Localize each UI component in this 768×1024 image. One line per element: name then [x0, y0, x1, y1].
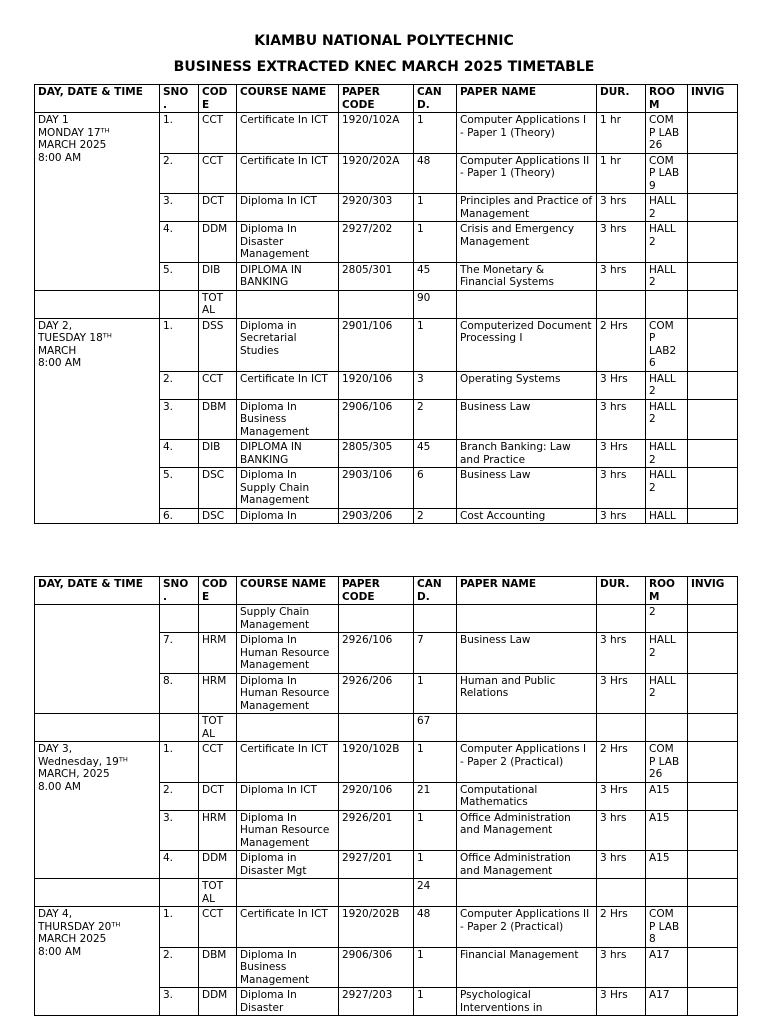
total-label: TOT AL	[199, 714, 237, 742]
header-row	[35, 577, 738, 605]
total-course-cell	[237, 714, 339, 742]
duration-cell: 3 hrs	[597, 468, 646, 509]
header-row	[35, 85, 738, 113]
timetable-title: BUSINESS EXTRACTED KNEC MARCH 2025 TIMETABLE	[173, 59, 595, 75]
code-cell: DDM	[199, 222, 237, 263]
code-cell	[199, 605, 237, 633]
candidates-cell: 7	[414, 633, 457, 674]
invigilator-cell	[688, 371, 738, 399]
total-sno-cell	[160, 290, 199, 318]
day-date-time-cell: DAY 3, Wednesday, 19ᵀᴴ MARCH, 2025 8.00 AM	[35, 742, 160, 879]
timetable-table-page-1	[34, 84, 738, 524]
sno-cell: 7.	[160, 633, 199, 674]
invigilator-cell	[688, 947, 738, 988]
course-name-cell: Diploma in Disaster Mgt	[237, 851, 339, 879]
course-name-cell: DIPLOMA IN BANKING	[237, 440, 339, 468]
room-cell: A17	[646, 988, 688, 1016]
candidates-cell: 6	[414, 468, 457, 509]
sno-cell: 5.	[160, 262, 199, 290]
total-row	[35, 714, 738, 742]
paper-name-cell: Office Administration and Management	[457, 851, 597, 879]
paper-name-cell: Computerized Document Processing I	[457, 318, 597, 371]
invigilator-cell	[688, 851, 738, 879]
sno-cell: 5.	[160, 468, 199, 509]
duration-cell: 3 hrs	[597, 399, 646, 440]
code-cell: DBM	[199, 399, 237, 440]
total-paper-code-cell	[339, 714, 414, 742]
sno-cell: 1.	[160, 318, 199, 371]
total-empty-cell	[457, 290, 597, 318]
header-code: COD E	[199, 85, 237, 113]
room-cell: A15	[646, 810, 688, 851]
code-cell: HRM	[199, 673, 237, 714]
duration-cell: 3 Hrs	[597, 782, 646, 810]
candidates-cell: 1	[414, 194, 457, 222]
total-empty-cell	[597, 290, 646, 318]
paper-code-cell: 2927/201	[339, 851, 414, 879]
paper-code-cell: 2927/202	[339, 222, 414, 263]
room-cell: HALL 2	[646, 371, 688, 399]
total-empty-cell	[597, 714, 646, 742]
course-name-cell: Diploma In Disaster	[237, 988, 339, 1016]
duration-cell: 2 Hrs	[597, 742, 646, 783]
sno-cell: 4.	[160, 851, 199, 879]
invigilator-cell	[688, 508, 738, 524]
paper-code-cell: 2903/106	[339, 468, 414, 509]
invigilator-cell	[688, 810, 738, 851]
total-day-cell	[35, 879, 160, 907]
paper-code-cell: 2926/106	[339, 633, 414, 674]
header-candidates: CAN D.	[414, 577, 457, 605]
header-invigilator: INVIG	[688, 85, 738, 113]
sno-cell: 3.	[160, 194, 199, 222]
table-row	[35, 742, 738, 783]
invigilator-cell	[688, 399, 738, 440]
paper-code-cell	[339, 605, 414, 633]
code-cell: DIB	[199, 262, 237, 290]
course-name-cell: Certificate In ICT	[237, 742, 339, 783]
duration-cell: 1 hr	[597, 113, 646, 154]
room-cell: HALL 2	[646, 194, 688, 222]
room-cell: A17	[646, 947, 688, 988]
total-value: 67	[414, 714, 457, 742]
code-cell: DDM	[199, 988, 237, 1016]
course-name-cell: Certificate In ICT	[237, 153, 339, 194]
paper-code-cell: 1920/202A	[339, 153, 414, 194]
sno-cell: 3.	[160, 988, 199, 1016]
total-label: TOT AL	[199, 290, 237, 318]
paper-code-cell: 2805/301	[339, 262, 414, 290]
sno-cell: 1.	[160, 907, 199, 948]
paper-name-cell: Computational Mathematics	[457, 782, 597, 810]
day-date-time-cell: DAY 1 MONDAY 17ᵀᴴ MARCH 2025 8:00 AM	[35, 113, 160, 291]
paper-name-cell: Human and Public Relations	[457, 673, 597, 714]
code-cell: HRM	[199, 633, 237, 674]
duration-cell: 3 Hrs	[597, 673, 646, 714]
header-paper-name: PAPER NAME	[457, 577, 597, 605]
total-empty-cell	[688, 879, 738, 907]
total-sno-cell	[160, 714, 199, 742]
course-name-cell: Supply Chain Management	[237, 605, 339, 633]
total-day-cell	[35, 714, 160, 742]
course-name-cell: Diploma In Business Management	[237, 399, 339, 440]
sno-cell: 2.	[160, 782, 199, 810]
paper-name-cell: Branch Banking: Law and Practice	[457, 440, 597, 468]
candidates-cell: 1	[414, 851, 457, 879]
paper-code-cell: 2805/305	[339, 440, 414, 468]
code-cell: DSS	[199, 318, 237, 371]
code-cell: DCT	[199, 782, 237, 810]
header-duration: DUR.	[597, 85, 646, 113]
room-cell: COM P LAB 26	[646, 113, 688, 154]
duration-cell: 2 Hrs	[597, 318, 646, 371]
invigilator-cell	[688, 907, 738, 948]
sno-cell: 2.	[160, 153, 199, 194]
paper-code-cell: 2920/303	[339, 194, 414, 222]
sno-cell: 4.	[160, 440, 199, 468]
invigilator-cell	[688, 988, 738, 1016]
paper-name-cell: Business Law	[457, 468, 597, 509]
invigilator-cell	[688, 113, 738, 154]
duration-cell: 3 Hrs	[597, 371, 646, 399]
room-cell: HALL 2	[646, 468, 688, 509]
candidates-cell: 45	[414, 440, 457, 468]
code-cell: CCT	[199, 742, 237, 783]
course-name-cell: Diploma In Human Resource Management	[237, 810, 339, 851]
duration-cell: 3 hrs	[597, 633, 646, 674]
header-day-date-time: DAY, DATE & TIME	[35, 577, 160, 605]
course-name-cell: Diploma in Secretarial Studies	[237, 318, 339, 371]
room-cell: 2	[646, 605, 688, 633]
table-row	[35, 318, 738, 371]
room-cell: HALL	[646, 508, 688, 524]
paper-code-cell: 2926/206	[339, 673, 414, 714]
paper-code-cell: 1920/102A	[339, 113, 414, 154]
room-cell: A15	[646, 851, 688, 879]
header-room: ROO M	[646, 577, 688, 605]
paper-name-cell: Computer Applications I - Paper 2 (Practical)	[457, 742, 597, 783]
total-empty-cell	[457, 714, 597, 742]
candidates-cell: 3	[414, 371, 457, 399]
course-name-cell: Diploma In ICT	[237, 782, 339, 810]
code-cell: CCT	[199, 113, 237, 154]
code-cell: DSC	[199, 468, 237, 509]
room-cell: HALL 2	[646, 633, 688, 674]
total-paper-code-cell	[339, 290, 414, 318]
sno-cell: 3.	[160, 399, 199, 440]
code-cell: CCT	[199, 371, 237, 399]
paper-name-cell: Computer Applications II - Paper 1 (Theory)	[457, 153, 597, 194]
room-cell: HALL 2	[646, 399, 688, 440]
header-room: ROO M	[646, 85, 688, 113]
paper-code-cell: 2926/201	[339, 810, 414, 851]
candidates-cell: 1	[414, 113, 457, 154]
paper-code-cell: 2906/106	[339, 399, 414, 440]
header-day-date-time: DAY, DATE & TIME	[35, 85, 160, 113]
room-cell: COM P LAB2 6	[646, 318, 688, 371]
candidates-cell: 1	[414, 988, 457, 1016]
candidates-cell: 1	[414, 673, 457, 714]
course-name-cell: Certificate In ICT	[237, 371, 339, 399]
duration-cell: 3 hrs	[597, 222, 646, 263]
course-name-cell: Diploma In ICT	[237, 194, 339, 222]
duration-cell: 1 hr	[597, 153, 646, 194]
total-empty-cell	[646, 879, 688, 907]
code-cell: CCT	[199, 907, 237, 948]
paper-name-cell: Financial Management	[457, 947, 597, 988]
total-value: 90	[414, 290, 457, 318]
duration-cell	[597, 605, 646, 633]
course-name-cell: Diploma In	[237, 508, 339, 524]
total-empty-cell	[457, 879, 597, 907]
header-paper-name: PAPER NAME	[457, 85, 597, 113]
candidates-cell	[414, 605, 457, 633]
candidates-cell: 48	[414, 907, 457, 948]
candidates-cell: 1	[414, 222, 457, 263]
total-sno-cell	[160, 879, 199, 907]
sno-cell: 3.	[160, 810, 199, 851]
header-sno: SNO .	[160, 577, 199, 605]
table-row	[35, 113, 738, 154]
paper-code-cell: 2920/106	[339, 782, 414, 810]
duration-cell: 3 hrs	[597, 194, 646, 222]
paper-code-cell: 2906/306	[339, 947, 414, 988]
total-empty-cell	[646, 290, 688, 318]
paper-name-cell: Business Law	[457, 633, 597, 674]
paper-name-cell: Principles and Practice of Management	[457, 194, 597, 222]
room-cell: A15	[646, 782, 688, 810]
invigilator-cell	[688, 222, 738, 263]
room-cell: COM P LAB 8	[646, 907, 688, 948]
sno-cell: 4.	[160, 222, 199, 263]
course-name-cell: Diploma In Human Resource Management	[237, 633, 339, 674]
paper-name-cell: The Monetary & Financial Systems	[457, 262, 597, 290]
code-cell: DBM	[199, 947, 237, 988]
invigilator-cell	[688, 633, 738, 674]
code-cell: DSC	[199, 508, 237, 524]
candidates-cell: 48	[414, 153, 457, 194]
total-paper-code-cell	[339, 879, 414, 907]
paper-code-cell: 2901/106	[339, 318, 414, 371]
candidates-cell: 1	[414, 742, 457, 783]
total-label: TOT AL	[199, 879, 237, 907]
duration-cell: 3 hrs	[597, 262, 646, 290]
room-cell: COM P LAB 26	[646, 742, 688, 783]
paper-name-cell: Computer Applications I - Paper 1 (Theory)	[457, 113, 597, 154]
candidates-cell: 2	[414, 508, 457, 524]
candidates-cell: 2	[414, 399, 457, 440]
invigilator-cell	[688, 318, 738, 371]
duration-cell: 3 Hrs	[597, 440, 646, 468]
invigilator-cell	[688, 468, 738, 509]
header-course-name: COURSE NAME	[237, 85, 339, 113]
course-name-cell: DIPLOMA IN BANKING	[237, 262, 339, 290]
paper-name-cell: Psychological Interventions in	[457, 988, 597, 1016]
invigilator-cell	[688, 605, 738, 633]
duration-cell: 3 hrs	[597, 947, 646, 988]
duration-cell: 3 hrs	[597, 851, 646, 879]
invigilator-cell	[688, 782, 738, 810]
candidates-cell: 1	[414, 318, 457, 371]
course-name-cell: Diploma In Human Resource Management	[237, 673, 339, 714]
timetable-table-page-2	[34, 576, 738, 1016]
candidates-cell: 1	[414, 810, 457, 851]
code-cell: DCT	[199, 194, 237, 222]
room-cell: HALL 2	[646, 262, 688, 290]
paper-code-cell: 1920/202B	[339, 907, 414, 948]
code-cell: CCT	[199, 153, 237, 194]
paper-code-cell: 1920/106	[339, 371, 414, 399]
room-cell: HALL 2	[646, 673, 688, 714]
total-row	[35, 879, 738, 907]
code-cell: HRM	[199, 810, 237, 851]
duration-cell: 2 Hrs	[597, 907, 646, 948]
sno-cell	[160, 605, 199, 633]
day-date-time-cell: DAY 4, THURSDAY 20ᵀᴴ MARCH 2025 8:00 AM	[35, 907, 160, 1016]
institution-title: KIAMBU NATIONAL POLYTECHNIC	[254, 33, 514, 49]
total-empty-cell	[688, 290, 738, 318]
total-empty-cell	[597, 879, 646, 907]
room-cell: HALL 2	[646, 440, 688, 468]
invigilator-cell	[688, 742, 738, 783]
course-name-cell: Certificate In ICT	[237, 907, 339, 948]
code-cell: DDM	[199, 851, 237, 879]
candidates-cell: 45	[414, 262, 457, 290]
paper-name-cell: Computer Applications II - Paper 2 (Practical)	[457, 907, 597, 948]
header-invigilator: INVIG	[688, 577, 738, 605]
header-candidates: CAN D.	[414, 85, 457, 113]
invigilator-cell	[688, 194, 738, 222]
paper-name-cell	[457, 605, 597, 633]
sno-cell: 1.	[160, 113, 199, 154]
total-empty-cell	[646, 714, 688, 742]
header-course-name: COURSE NAME	[237, 577, 339, 605]
paper-code-cell: 1920/102B	[339, 742, 414, 783]
sno-cell: 2.	[160, 947, 199, 988]
room-cell: COM P LAB 9	[646, 153, 688, 194]
table-row	[35, 907, 738, 948]
total-empty-cell	[688, 714, 738, 742]
header-paper-code: PAPER CODE	[339, 85, 414, 113]
paper-name-cell: Office Administration and Management	[457, 810, 597, 851]
day-date-time-cell	[35, 605, 160, 714]
duration-cell: 3 hrs	[597, 508, 646, 524]
sno-cell: 8.	[160, 673, 199, 714]
header-paper-code: PAPER CODE	[339, 577, 414, 605]
course-name-cell: Diploma In Supply Chain Management	[237, 468, 339, 509]
invigilator-cell	[688, 262, 738, 290]
course-name-cell: Certificate In ICT	[237, 113, 339, 154]
sno-cell: 6.	[160, 508, 199, 524]
sno-cell: 1.	[160, 742, 199, 783]
paper-name-cell: Operating Systems	[457, 371, 597, 399]
header-code: COD E	[199, 577, 237, 605]
header-duration: DUR.	[597, 577, 646, 605]
course-name-cell: Diploma In Business Management	[237, 947, 339, 988]
candidates-cell: 21	[414, 782, 457, 810]
duration-cell: 3 hrs	[597, 810, 646, 851]
table-row	[35, 605, 738, 633]
sno-cell: 2.	[160, 371, 199, 399]
total-course-cell	[237, 290, 339, 318]
total-day-cell	[35, 290, 160, 318]
header-sno: SNO .	[160, 85, 199, 113]
paper-name-cell: Crisis and Emergency Management	[457, 222, 597, 263]
paper-code-cell: 2903/206	[339, 508, 414, 524]
invigilator-cell	[688, 440, 738, 468]
course-name-cell: Diploma In Disaster Management	[237, 222, 339, 263]
invigilator-cell	[688, 673, 738, 714]
paper-name-cell: Business Law	[457, 399, 597, 440]
day-date-time-cell: DAY 2, TUESDAY 18ᵀᴴ MARCH 8:00 AM	[35, 318, 160, 524]
total-value: 24	[414, 879, 457, 907]
paper-code-cell: 2927/203	[339, 988, 414, 1016]
paper-name-cell: Cost Accounting	[457, 508, 597, 524]
code-cell: DIB	[199, 440, 237, 468]
total-course-cell	[237, 879, 339, 907]
duration-cell: 3 Hrs	[597, 988, 646, 1016]
total-row	[35, 290, 738, 318]
candidates-cell: 1	[414, 947, 457, 988]
room-cell: HALL 2	[646, 222, 688, 263]
invigilator-cell	[688, 153, 738, 194]
